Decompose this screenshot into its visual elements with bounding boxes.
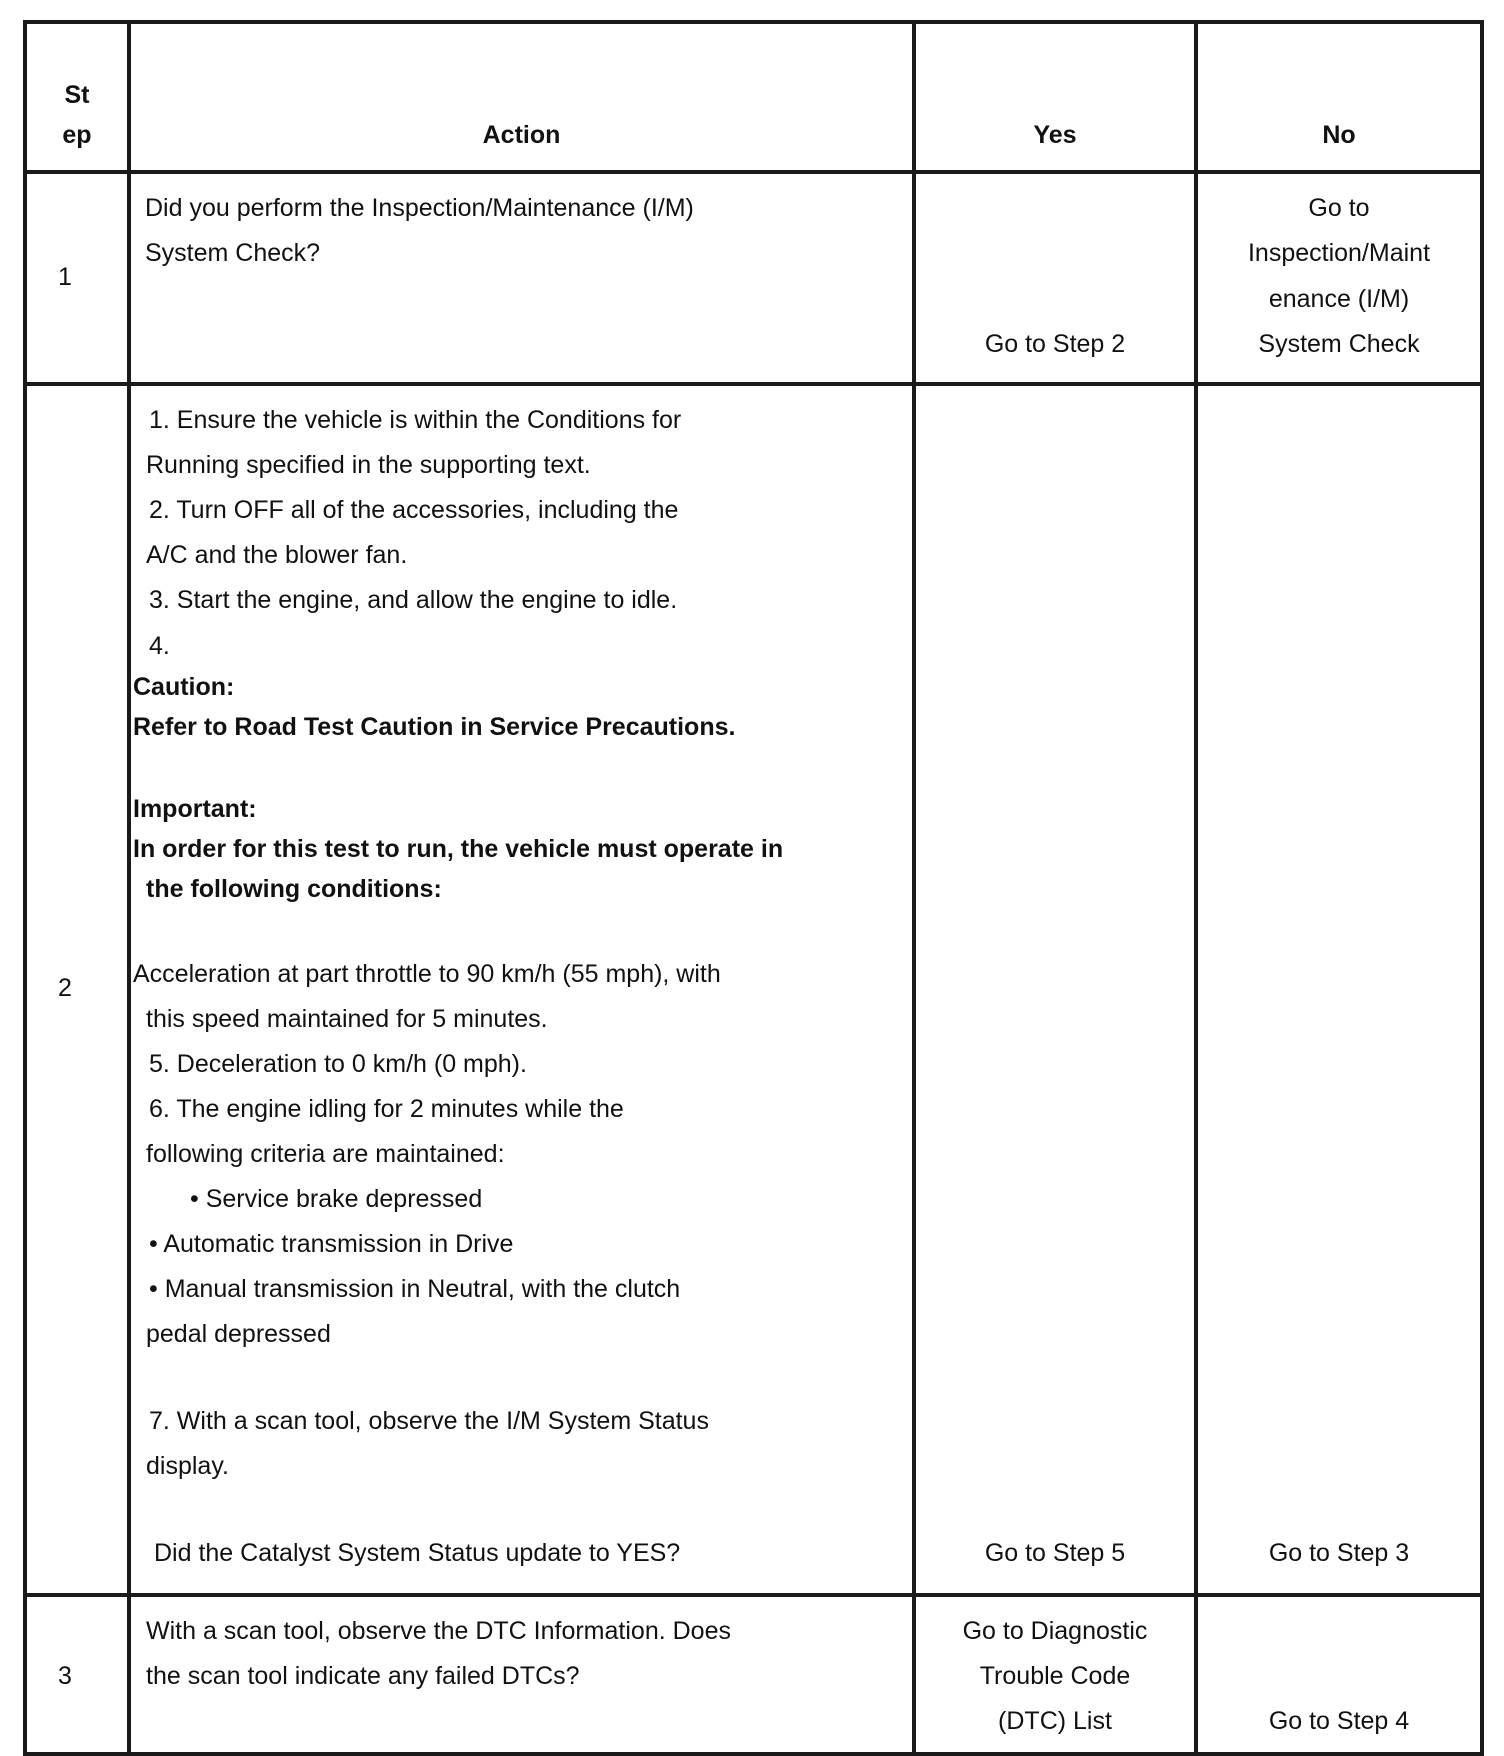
- row1-no-line2: Inspection/Maint: [1247, 239, 1431, 267]
- row1-no-line3: enance (I/M): [1268, 285, 1410, 313]
- col-divider-action: [912, 20, 916, 1756]
- row2-action-line11: following criteria are maintained:: [146, 1140, 505, 1168]
- row2-action-line15: pedal depressed: [146, 1320, 331, 1348]
- header-no: No: [1322, 121, 1356, 149]
- table-border-right: [1480, 20, 1484, 1756]
- row2-question: Did the Catalyst System Status update to YES?: [154, 1539, 681, 1567]
- row1-yes: Go to Step 2: [984, 330, 1126, 358]
- important-text-line1: In order for this test to run, the vehicle must operate in: [133, 835, 784, 863]
- row3-action-line2: the scan tool indicate any failed DTCs?: [146, 1662, 580, 1690]
- table-border-left: [23, 20, 27, 1756]
- row1-no-line4: System Check: [1258, 330, 1420, 358]
- row2-bullet-automatic: • Automatic transmission in Drive: [149, 1230, 514, 1258]
- header-divider: [23, 170, 1484, 174]
- col-divider-step: [127, 20, 131, 1756]
- row2-action-line8: this speed maintained for 5 minutes.: [146, 1005, 548, 1033]
- row3-yes-line3: (DTC) List: [998, 1707, 1112, 1735]
- row3-yes-line1: Go to Diagnostic: [962, 1617, 1148, 1645]
- caution-text: Refer to Road Test Caution in Service Precautions.: [133, 713, 736, 741]
- row2-bullet-manual: • Manual transmission in Neutral, with the clutch: [149, 1275, 681, 1303]
- row2-action-line3: 2. Turn OFF all of the accessories, including the: [149, 496, 679, 524]
- row2-yes: Go to Step 5: [984, 1539, 1126, 1567]
- row2-action-line4: A/C and the blower fan.: [146, 541, 408, 569]
- header-step-line2: ep: [62, 121, 92, 149]
- header-step-line1: St: [64, 81, 90, 109]
- row1-no-line1: Go to: [1308, 194, 1370, 222]
- row2-divider: [23, 1593, 1484, 1597]
- row1-step: 1: [58, 263, 72, 291]
- row2-action-line7: Acceleration at part throttle to 90 km/h (55 mph), with: [133, 960, 721, 988]
- header-yes: Yes: [1033, 121, 1077, 149]
- row2-action-line10: 6. The engine idling for 2 minutes while the: [149, 1095, 624, 1123]
- row2-action-line5: 3. Start the engine, and allow the engine to idle.: [149, 586, 678, 614]
- important-text-line2: the following conditions:: [146, 875, 442, 903]
- header-action: Action: [482, 121, 561, 149]
- row2-action-line17: display.: [146, 1452, 229, 1480]
- row3-action-line1: With a scan tool, observe the DTC Information. Does: [146, 1617, 731, 1645]
- row2-action-line6: 4.: [149, 632, 170, 660]
- important-label: Important:: [133, 795, 257, 823]
- row2-action-line16: 7. With a scan tool, observe the I/M System Status: [149, 1407, 709, 1435]
- row2-bullet-service-brake: • Service brake depressed: [190, 1185, 483, 1213]
- table-border-bottom: [23, 1752, 1484, 1756]
- table-border-top: [23, 20, 1484, 24]
- row1-divider: [23, 382, 1484, 386]
- row1-action-line1: Did you perform the Inspection/Maintenance (I/M): [145, 194, 694, 222]
- caution-label: Caution:: [133, 673, 235, 701]
- row2-no: Go to Step 3: [1268, 1539, 1410, 1567]
- row2-action-line9: 5. Deceleration to 0 km/h (0 mph).: [149, 1050, 527, 1078]
- row2-action-line2: Running specified in the supporting text.: [146, 451, 591, 479]
- row2-action-line1: 1. Ensure the vehicle is within the Conditions for: [149, 406, 682, 434]
- row3-no: Go to Step 4: [1268, 1707, 1410, 1735]
- row3-yes-line2: Trouble Code: [979, 1662, 1131, 1690]
- row1-action-line2: System Check?: [145, 239, 321, 267]
- row3-step: 3: [58, 1662, 72, 1690]
- row2-step: 2: [58, 974, 72, 1002]
